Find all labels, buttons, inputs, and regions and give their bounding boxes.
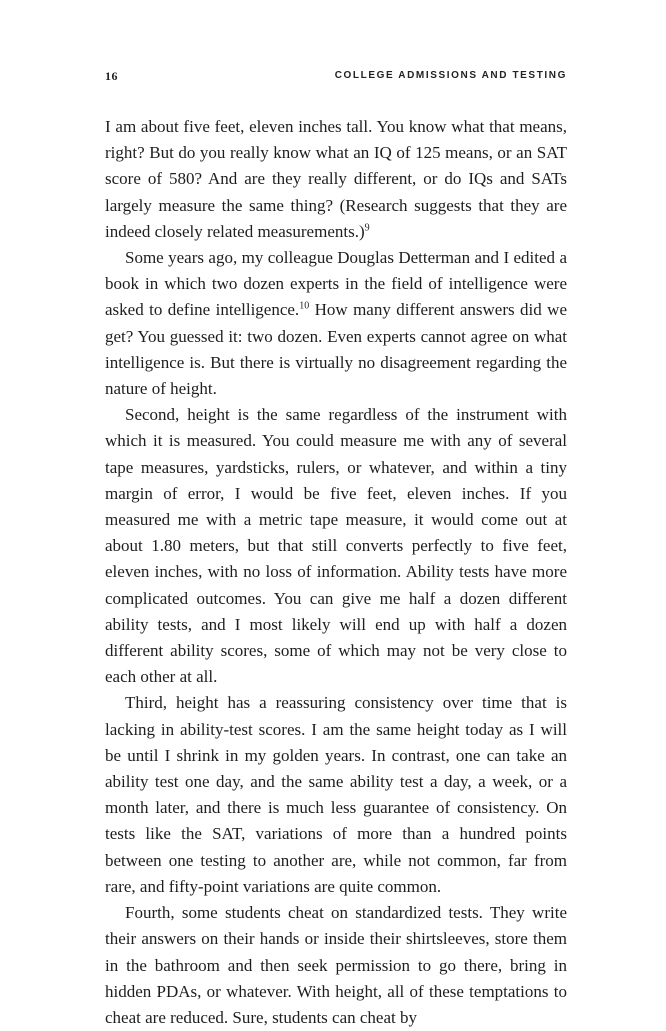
paragraph-5 xyxy=(105,900,567,1031)
paragraph-3 xyxy=(105,402,567,690)
paragraph-text: I am about five feet, eleven inches tall. You know what that means, right? But do you really know what an IQ of 125 means, or an SAT score of 580? And are they really different, or do IQs and SATs largely measure the same thing? (Research suggests that they are indeed closely related measurements.) xyxy=(105,117,567,241)
paragraph-4 xyxy=(105,690,567,900)
paragraph-text: Third, height has a reassuring consistency over time that is lacking in ability-test scores. I am the same height today as I will be until I shrink in my golden years. In contrast, one can take an ability test one day, and the same ability test a day, a week, or a month later, and there is much less guarantee of consistency. On tests like the SAT, variations of more than a hundred points between one testing to another are, while not common, far from rare, and fifty-point variations are quite common. xyxy=(105,693,567,896)
footnote-marker[interactable]: 9 xyxy=(364,222,370,234)
paragraph-text: Fourth, some students cheat on standardized tests. They write their answers on their hands or inside their shirtsleeves, store them in the bathroom and then seek permission to go there, bring in hidden PDAs, or whatever. With height, all of these temptations to cheat are reduced. Sure, students can cheat by xyxy=(105,903,567,1027)
running-head xyxy=(105,69,567,89)
page-number: 16 xyxy=(105,69,118,83)
paragraph-text: Second, height is the same regardless of the instrument with which it is measured. You could measure me with any of several tape measures, yardsticks, rulers, or whatever, and within a tiny margin of error, I would be five feet, eleven inches. If you measured me with a metric tape measure, it would come out at about 1.80 meters, but that still converts perfectly to five feet, eleven inches, with no loss of information. Ability tests have more complicated outcomes. You can give me half a dozen different ability tests, and I most likely will end up with half a dozen different ability scores, some of which may not be very close to each other at all. xyxy=(105,405,567,687)
footnote-marker[interactable]: 10 xyxy=(299,300,310,312)
paragraph-text: Some years ago, my colleague Douglas Detterman and I edited a book in which two dozen experts in the field of intelligence were asked to define intelligence. xyxy=(105,248,567,320)
paragraph-text: How many different answers did we get? You guessed it: two dozen. Even experts cannot agree on what intelligence is. But there is virtually no disagreement regarding the nature of height. xyxy=(105,300,567,399)
running-title: COLLEGE ADMISSIONS AND TESTING xyxy=(334,70,567,81)
paragraph-2 xyxy=(105,245,567,402)
body-text xyxy=(105,114,567,1031)
paragraph-1 xyxy=(105,114,567,245)
